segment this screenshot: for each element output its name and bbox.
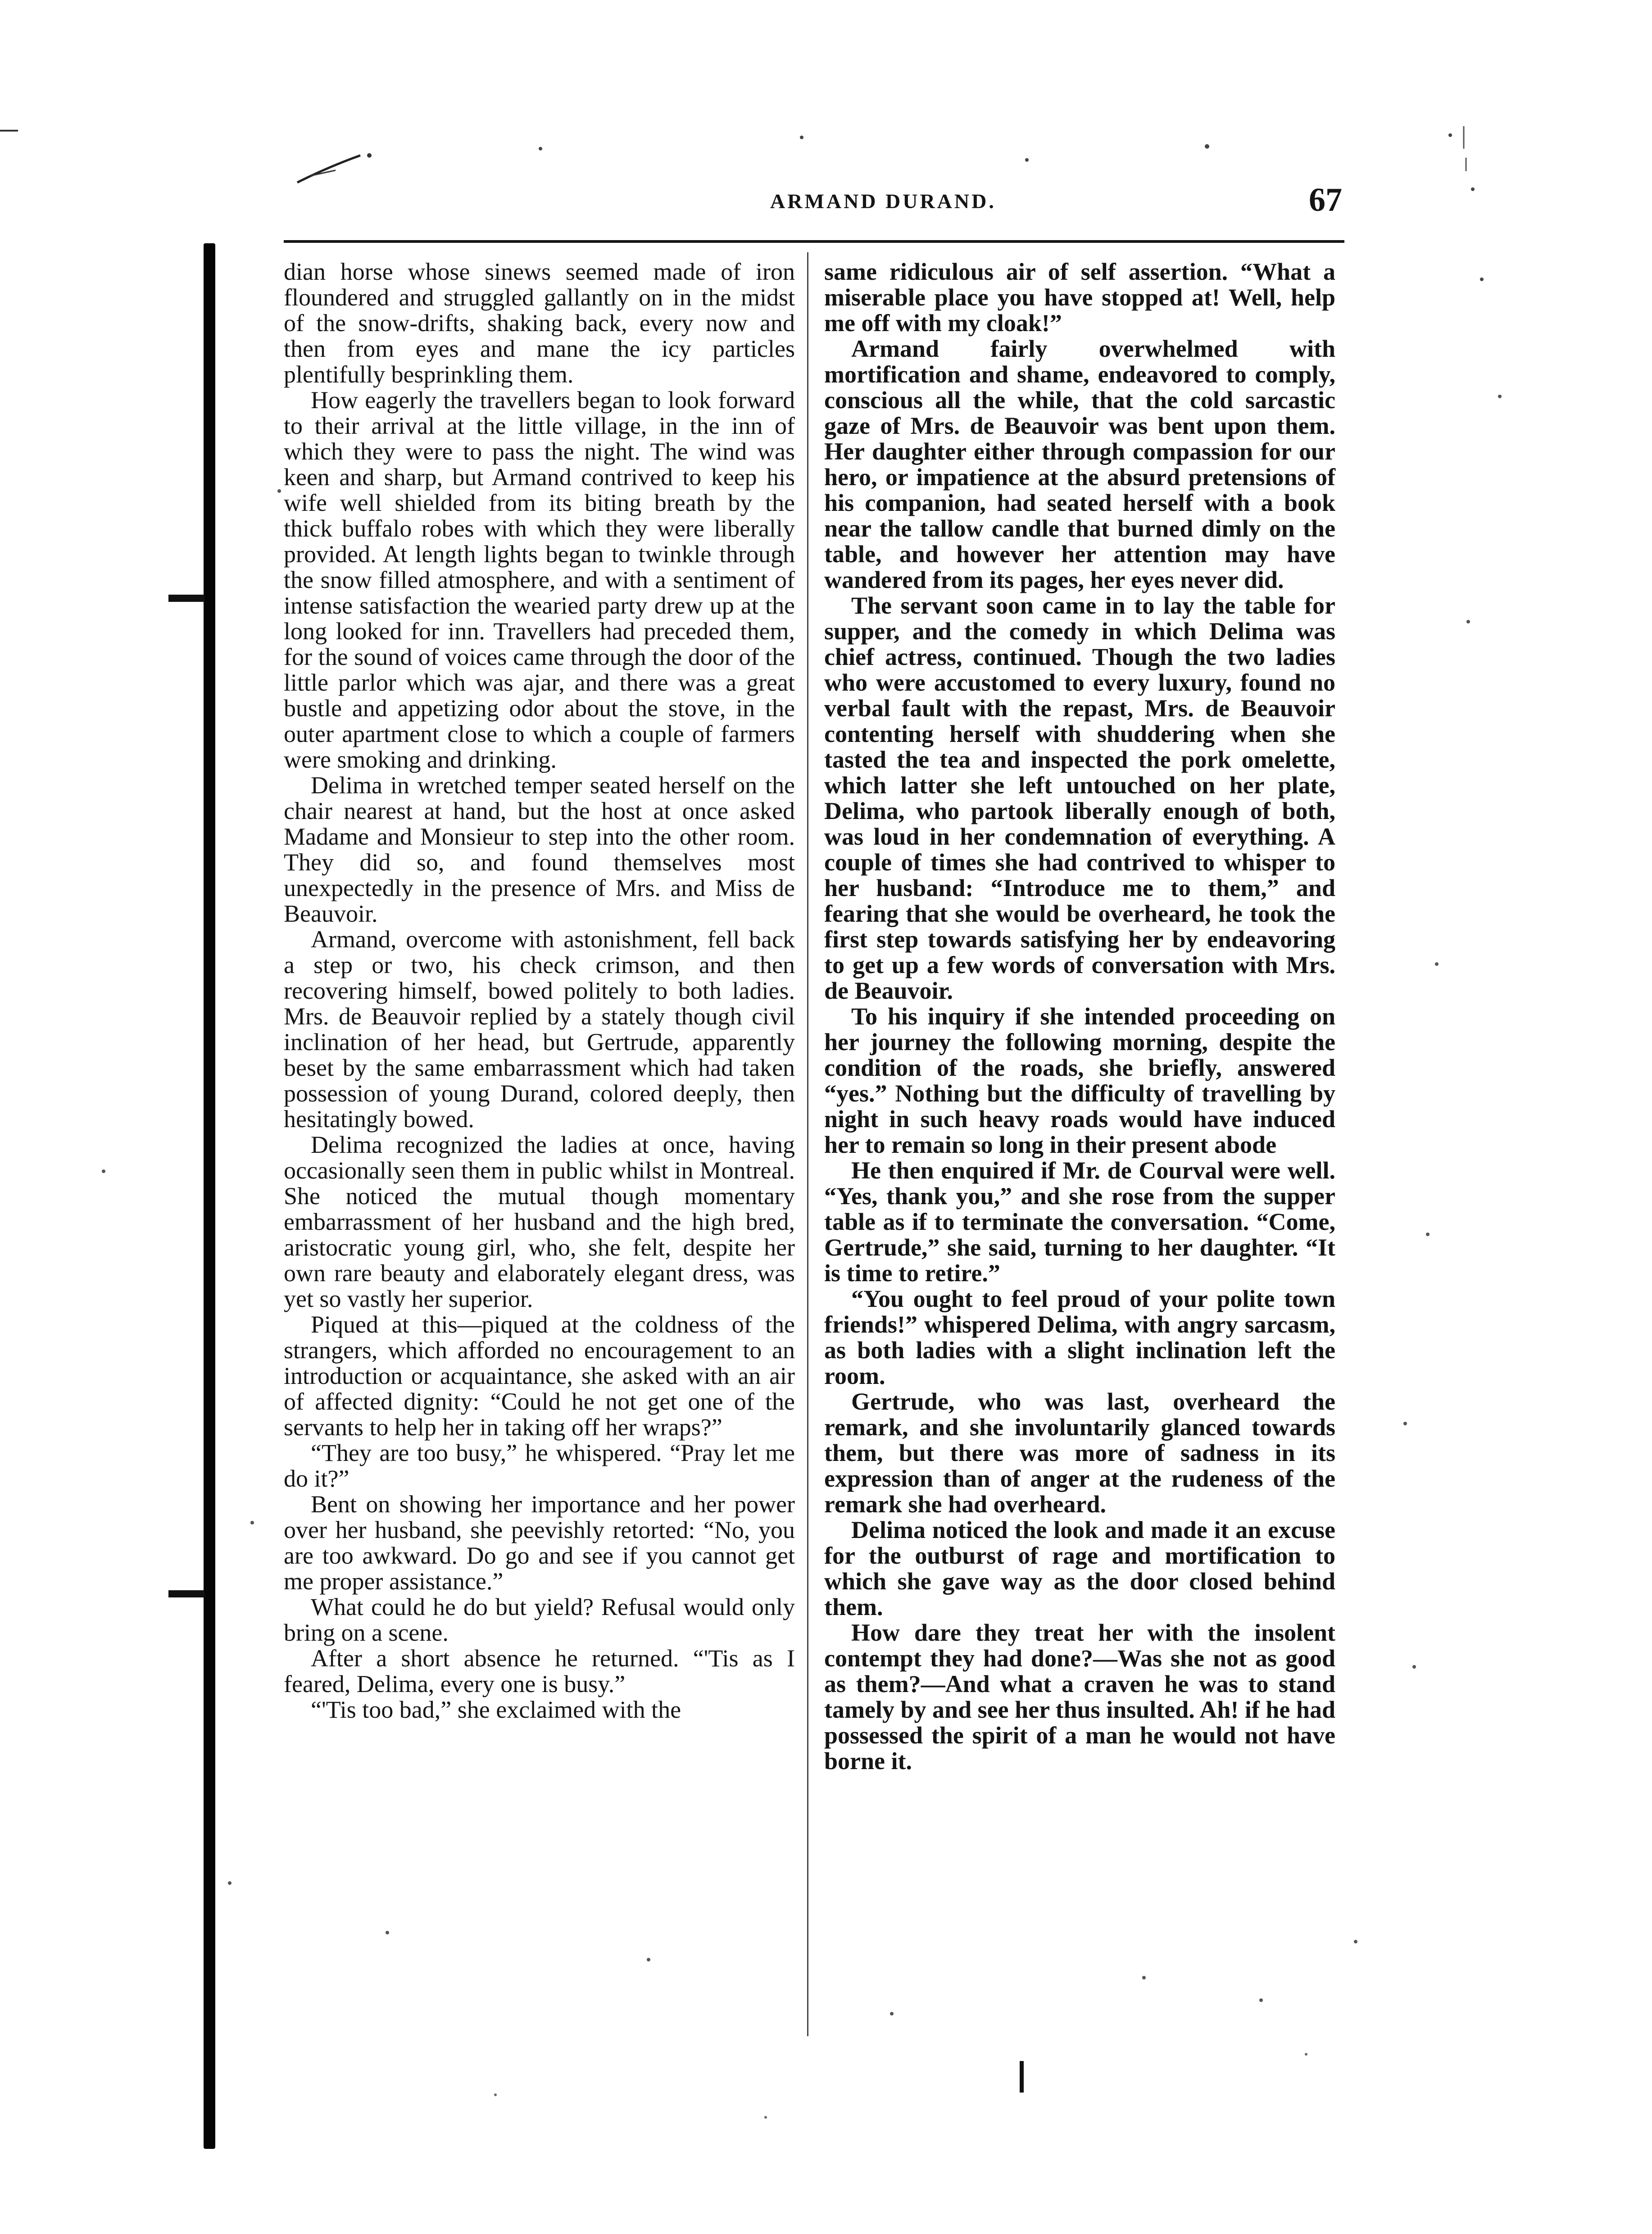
- bottom-scan-mark: [1020, 2061, 1024, 2093]
- paragraph: Delima in wretched temper seated herself on the chair nearest at hand, but the host at once asked Madame and Monsieur to step into the other room. They did so, and found themselves most unexpectedly in the presence of Mrs. and Miss de Beauvoir.: [284, 772, 795, 927]
- paragraph: “You ought to feel proud of your polite town friends!” whispered Delima, with angry sarcasm, as both ladies with a slight inclination left the room.: [824, 1285, 1335, 1389]
- header-rule: [284, 240, 1344, 243]
- paragraph: “They are too busy,” he whispered. “Pray let me do it?”: [284, 1439, 795, 1492]
- paragraph: How dare they treat her with the insolent contempt they had done?—Was she not as good as them?—And what a craven he was to stand tamely by and see her thus insulted. Ah! if he had possessed the spirit of a man he would not have borne it.: [824, 1619, 1335, 1774]
- paragraph: How eagerly the travellers began to look forward to their arrival at the little village, in the inn of which they were to pass the night. The wind was keen and sharp, but Armand contrived to keep his wife well shielded from its biting breath by the thick buffalo robes with which they were liberally provided. At length lights began to twinkle through the snow filled atmosphere, and with a sentiment of intense satisfaction the wearied party drew up at the long looked for inn. Travellers had preceded them, for the sound of voices came through the door of the little parlor which was ajar, and there was a great bustle and appetizing odor about the stove, in the outer apartment close to which a couple of farmers were smoking and drinking.: [284, 387, 795, 773]
- paragraph: To his inquiry if she intended proceeding on her journey the following morning, despite the condition of the roads, she briefly, answered “yes.” Nothing but the difficulty of travelling by night in such heavy roads would have induced her to remain so long in their present abode: [824, 1003, 1335, 1158]
- paragraph: same ridiculous air of self assertion. “What a miserable place you have stopped at! Well, help me off with my cloak!”: [824, 258, 1335, 337]
- binding-edge-bar: [204, 243, 215, 2149]
- binding-notch: [168, 1590, 204, 1597]
- paragraph: Piqued at this—piqued at the coldness of the strangers, which afforded no encouragement to an introduction or acquaintance, she asked with an air of affected dignity: “Could he not get one of the servants to help her in taking off her wraps?”: [284, 1311, 795, 1441]
- running-title: ARMAND DURAND.: [770, 190, 996, 213]
- paragraph: He then enquired if Mr. de Courval were well. “Yes, thank you,” and she rose from the supper table as if to terminate the conversation. “Come, Gertrude,” she said, turning to her daughter. “It is time to retire.”: [824, 1157, 1335, 1287]
- running-head: [284, 182, 1342, 225]
- paragraph: Gertrude, who was last, overheard the remark, and she involuntarily glanced towards them, but there was more of sadness in its expression than of anger at the rudeness of the remark she had overheard.: [824, 1388, 1335, 1518]
- page-number: 67: [1309, 182, 1342, 218]
- paragraph: Delima recognized the ladies at once, having occasionally seen them in public whilst in Montreal. She noticed the mutual though momentary embarrassment of her husband and the high bred, aristocratic young girl, who, she felt, despite her own rare beauty and elaborately elegant dress, was yet so vastly her superior.: [284, 1131, 795, 1312]
- paragraph: “'Tis too bad,” she exclaimed with the: [311, 1696, 681, 1723]
- paragraph: dian horse whose sinews seemed made of iron floundered and struggled gallantly on in the midst of the snow-drifts, shaking back, every now and then from eyes and mane the icy particles plentifully besprinkling them.: [284, 258, 795, 388]
- right-column: [824, 259, 1335, 1774]
- binding-notch: [168, 595, 204, 602]
- left-column: [284, 259, 795, 1723]
- paragraph: Bent on showing her importance and her power over her husband, she peevishly retorted: “No, you are too awkward. Do go and see if you cannot get me proper assistance.”: [284, 1491, 795, 1595]
- paragraph: After a short absence he returned. “'Tis as I feared, Delima, every one is busy.”: [284, 1645, 795, 1697]
- paragraph: The servant soon came in to lay the table for supper, and the comedy in which Delima was chief actress, continued. Though the two ladies who were accustomed to every luxury, found no verbal fault with the repast, Mrs. de Beauvoir contenting herself with shuddering when she tasted the tea and inspected the pork omelette, which latter she left untouched on her plate, Delima, who partook liberally enough of both, was loud in her condemnation of everything. A couple of times she had contrived to whisper to her husband: “Introduce me to them,” and fearing that she would be overheard, he took the first step towards satisfying her by endeavoring to get up a few words of conversation with Mrs. de Beauvoir.: [824, 592, 1335, 1004]
- paragraph: Delima noticed the look and made it an excuse for the outburst of rage and mortification to which she gave way as the door closed behind them.: [824, 1516, 1335, 1620]
- column-divider: [807, 252, 808, 2036]
- paragraph: Armand fairly overwhelmed with mortification and shame, endeavored to comply, conscious all the while, that the cold sarcastic gaze of Mrs. de Beauvoir was bent upon them. Her daughter either through compassion for our hero, or impatience at the absurd pretensions of his companion, had seated herself with a book near the tallow candle that burned dimly on the table, and however her attention may have wandered from its pages, her eyes never did.: [824, 335, 1335, 593]
- paragraph: Armand, overcome with astonishment, fell back a step or two, his check crimson, and then recovering himself, bowed politely to both ladies. Mrs. de Beauvoir replied by a stately though civil inclination of her head, but Gertrude, apparently beset by the same embarrassment which had taken possession of young Durand, colored deeply, then hesitatingly bowed.: [284, 926, 795, 1133]
- paragraph: What could he do but yield? Refusal would only bring on a scene.: [284, 1593, 795, 1646]
